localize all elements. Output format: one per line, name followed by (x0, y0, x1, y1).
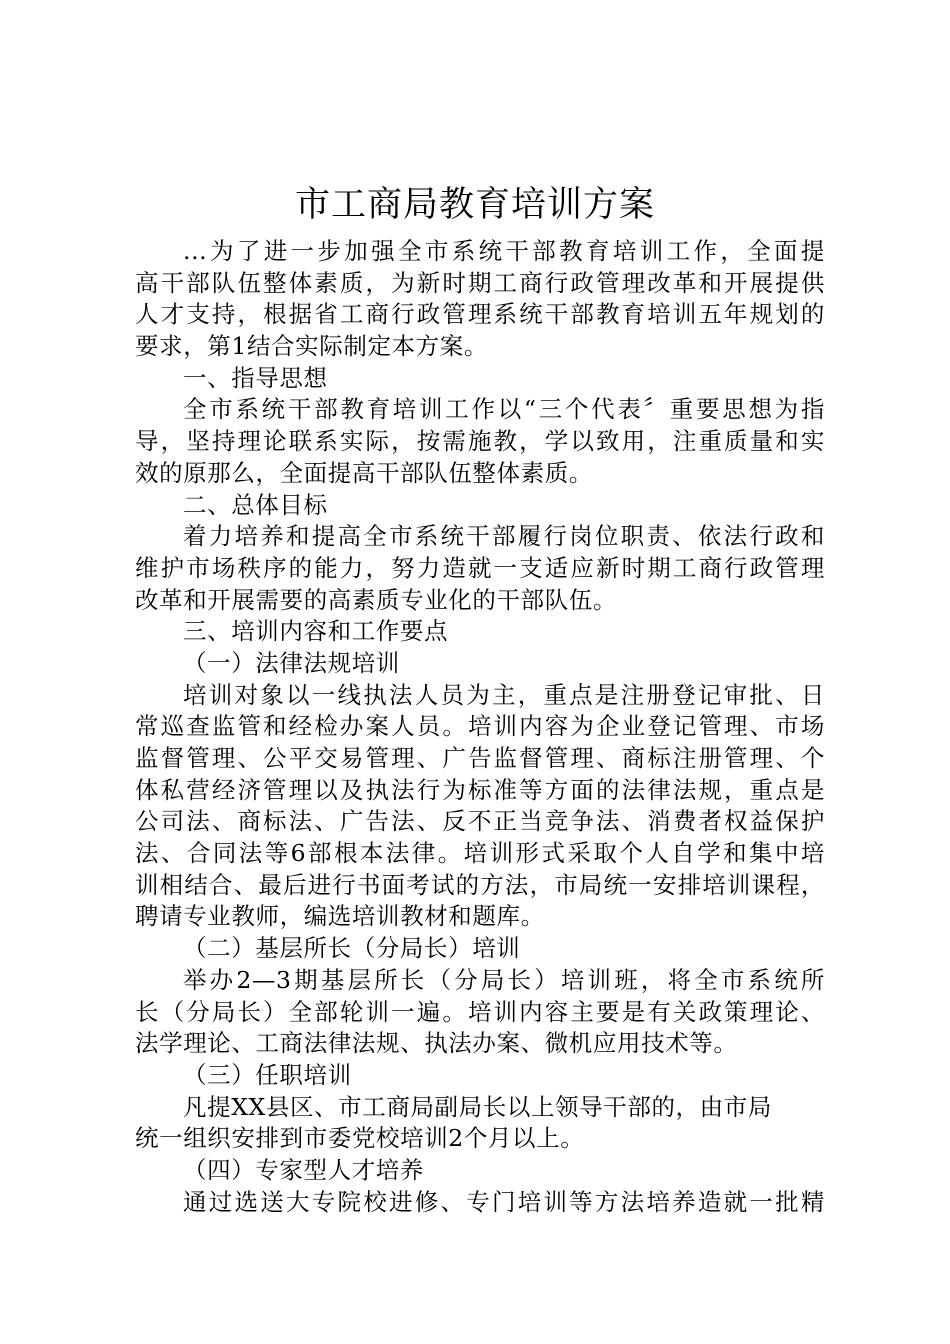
paragraph-line: 训相结合、最后进行书面考试的方法，市局统一安排培训课程， (135, 870, 825, 899)
subsection-heading: （三）任职培训 (183, 1060, 352, 1089)
paragraph-line: 公司法、商标法、广告法、反不正当竞争法、消费者权益保护 (135, 807, 825, 836)
paragraph-line: 培训对象以一线执法人员为主，重点是注册登记审批、日 (183, 680, 825, 709)
paragraph-line: 全市系统干部教育培训工作以“三个代表〞重要思想为指 (183, 395, 825, 424)
subsection-heading: （四）专家型人才培养 (183, 1155, 424, 1184)
subsection-heading: （一）法律法规培训 (183, 648, 400, 677)
paragraph-line: 改革和开展需要的高素质专业化的干部队伍。 (135, 585, 617, 614)
paragraph-line: 举办2—3期基层所长（分局长）培训班，将全市系统所 (183, 965, 825, 994)
section-heading: 三、培训内容和工作要点 (183, 617, 449, 646)
paragraph-line: 通过选送大专院校进修、专门培训等方法培养造就一批精 (183, 1187, 825, 1216)
section-heading: 二、总体目标 (183, 490, 328, 519)
paragraph-line: 着力培养和提高全市系统干部履行岗位职责、依法行政和 (183, 522, 825, 551)
paragraph-line: 聘请专业教师，编选培训教材和题库。 (135, 902, 545, 931)
section-heading: 一、指导思想 (183, 363, 328, 392)
paragraph-line: 监督管理、公平交易管理、广告监督管理、商标注册管理、个 (135, 744, 825, 772)
paragraph-line: 法、合同法等6部根本法律。培训形式采取个人自学和集中培 (135, 839, 825, 868)
paragraph-line: ...为了进一步加强全市系统干部教育培训工作，全面提 (183, 237, 825, 265)
paragraph-line: 常巡查监管和经检办案人员。培训内容为企业登记管理、市场 (135, 712, 825, 741)
paragraph-line: 导，坚持理论联系实际，按需施教，学以致用，注重质量和实 (135, 427, 825, 456)
paragraph-line: 人才支持，根据省工商行政管理系统干部教育培训五年规划的 (135, 300, 825, 329)
paragraph-line: 效的原那么，全面提高干部队伍整体素质。 (135, 458, 593, 487)
paragraph-line: 体私营经济管理以及执法行为标准等方面的法律法规，重点是 (135, 775, 825, 804)
document-title: 市工商局教育培训方案 (294, 185, 655, 225)
subsection-heading: （二）基层所长（分局长）培训 (183, 934, 521, 963)
paragraph-line: 法学理论、工商法律法规、执法办案、微机应用技术等。 (135, 1029, 738, 1058)
paragraph-line: 维护市场秩序的能力，努力造就一支适应新时期工商行政管理 (135, 553, 825, 582)
paragraph-line: 高干部队伍整体素质，为新时期工商行政管理改革和开展提供 (135, 268, 825, 297)
document-body (135, 236, 825, 1218)
paragraph-line: 凡提XX县区、市工商局副局长以上领导干部的，由市局 (183, 1092, 772, 1121)
paragraph-line: 要求，第1结合实际制定本方案。 (135, 332, 488, 361)
paragraph-line: 统一组织安排到市委党校培训2个月以上。 (135, 1124, 585, 1153)
paragraph-line: 长（分局长）全部轮训一遍。培训内容主要是有关政策理论、 (135, 997, 825, 1026)
